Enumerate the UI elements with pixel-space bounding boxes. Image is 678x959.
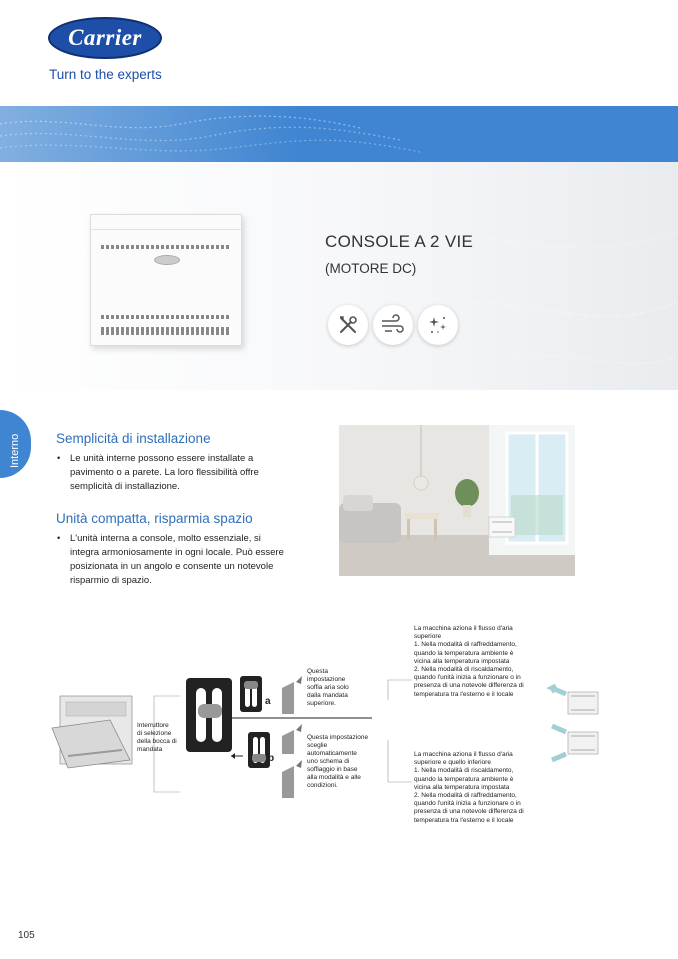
product-subtitle: (MOTORE DC) — [325, 261, 417, 276]
open-console-illustration — [52, 696, 132, 768]
bullet-line: • L'unità interna a console, molto essenziale, si — [70, 533, 261, 544]
upper-grille — [101, 245, 231, 249]
heading-installation: Semplicità di installazione — [56, 431, 211, 446]
bullet-line: • Le unità interne possono essere installate a — [70, 453, 254, 464]
product-title: CONSOLE A 2 VIE — [325, 232, 474, 251]
unit-airflow-illustrations — [546, 682, 606, 772]
bullet-line: risparmio di spazio. — [70, 575, 152, 586]
airflow-icon — [373, 305, 413, 345]
banner-highlight — [0, 106, 300, 162]
section-side-tab — [0, 410, 31, 478]
bullet-line: semplicità di installazione. — [70, 481, 180, 492]
bullet-line: posizionata in un angolo e consente un notevole — [70, 561, 274, 572]
logo-text: Carrier — [68, 25, 142, 50]
setting-b-text: Questa impostazione sceglie automaticamente uno schema di soffiaggio in base alla modalità e alle condizioni. — [307, 734, 369, 789]
page-number: 105 — [18, 930, 35, 941]
carrier-logo — [48, 17, 162, 59]
heading-compact: Unità compatta, risparmia spazio — [56, 511, 253, 526]
lower-grille — [101, 327, 231, 335]
bullet-line: pavimento o a parete. La loro flessibilità offre — [70, 467, 259, 478]
setting-a-text: Questa impostazione soffia aria solo dalla mandata superiore. — [307, 668, 349, 707]
bullet-line: integra armoniosamente in ogni locale. Può essere — [70, 547, 284, 558]
right-bottom-text: La macchina aziona il flusso d'aria superiore e quello inferiore 1. Nella modalità di riscaldamento, quando la temperatura ambiente è vicina alla temperatura impostata 2. Nella modalità di raffreddamento, quando l'unità inizia a funzionare o in presenza di una notevole differenza di temperatura tra l'esterno e il locale — [414, 751, 524, 824]
bullet-installation — [70, 452, 320, 494]
selector-label: Interruttore di selezione della bocca di mandata — [137, 722, 177, 753]
console-unit-image — [90, 214, 242, 346]
label-a: a — [265, 696, 271, 707]
side-tab-label: Interno — [9, 433, 21, 468]
tools-icon — [328, 305, 368, 345]
unit-logo-badge — [154, 255, 180, 265]
lower-grille-top — [101, 315, 231, 319]
unit-top-panel — [91, 215, 241, 230]
tagline: Turn to the experts — [49, 67, 162, 82]
bullet-compact — [70, 532, 320, 588]
label-b: b — [268, 753, 275, 764]
sparkle-icon — [418, 305, 458, 345]
room-photo — [339, 425, 575, 576]
right-top-text: La macchina aziona il flusso d'aria superiore 1. Nella modalità di raffreddamento, quando la temperatura ambiente è vicina alla temperatura impostata 2. Nella modalità di riscaldamento, quando l'unità inizia a funzionare o in presenza di una notevole differenza di temperatura tra l'esterno e il locale — [414, 625, 524, 698]
